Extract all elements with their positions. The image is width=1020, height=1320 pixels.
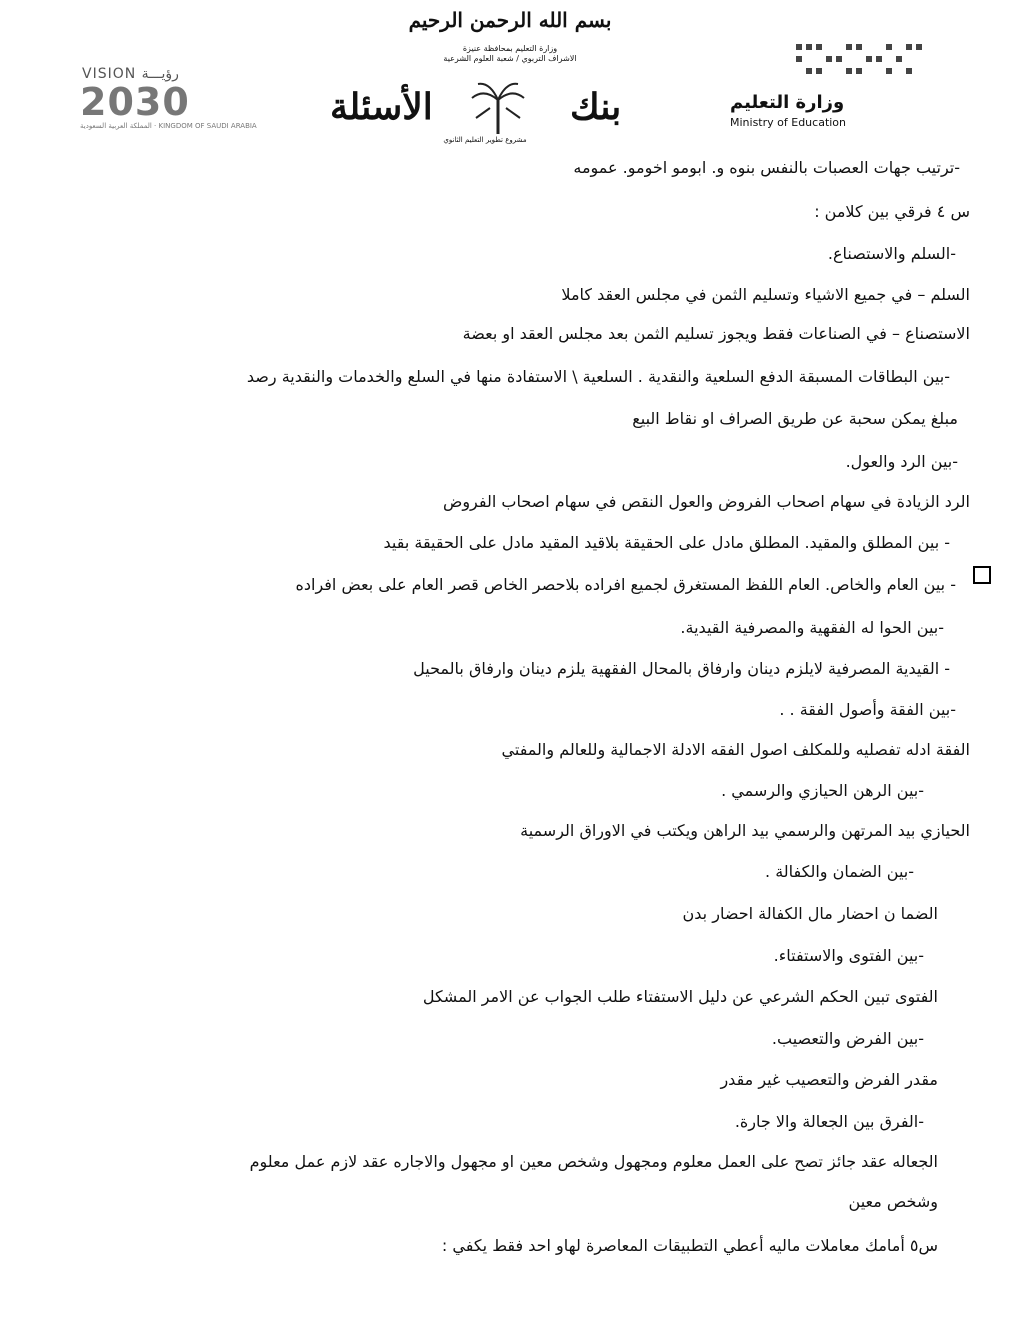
line-19: الضما ن احضار مال الكفالة احضار بدن <box>682 904 938 923</box>
checkbox[interactable] <box>973 566 991 584</box>
line-03: -السلم والاستصناع. <box>827 244 956 263</box>
line-20: -بين الفتوى والاستفتاء. <box>773 946 924 965</box>
ministry-name-english: Ministry of Education <box>730 116 847 129</box>
admin-caption <box>400 44 620 64</box>
line-07: مبلغ يمكن سحبة عن طريق الصراف او نقاط البيع <box>632 409 958 428</box>
line-15: الفقة ادله تفصليه وللمكلف اصول الفقه الادلة الاجمالية وللعالم والمفتي <box>501 740 970 759</box>
admin-line-1: وزارة التعليم بمحافظة عنيزة <box>462 44 558 53</box>
ministry-dots-logo-icon <box>794 42 924 78</box>
admin-line-2: الاشراف التربوي / شعبة العلوم الشرعية <box>443 54 577 63</box>
line-10: - بين المطلق والمقيد. المطلق مادل على الحقيقة بلاقيد المقيد مادل على الحقيقة بقيد <box>383 533 950 552</box>
vision-logo-word: VISION رؤيـــة <box>82 66 179 82</box>
project-caption: مشروع تطوير التعليم الثانوي <box>443 136 527 144</box>
line-23: مقدر الفرض والتعصيب غير مقدر <box>720 1070 938 1089</box>
line-18: -بين الضمان والكفالة . <box>765 862 914 881</box>
line-11: - بين العام والخاص. العام اللفظ المستغرق لجميع افراده بلاحصر الخاص قصر العام على بعض افراده <box>295 575 956 594</box>
line-21: الفتوى تبين الحكم الشرعي عن دليل الاستفتاء طلب الجواب عن الامر المشكل <box>422 987 938 1006</box>
asila-title-word: الأسئلة <box>330 86 433 128</box>
line-24: -الفرق بين الجعالة والا جارة. <box>734 1112 924 1131</box>
basmala: بسم الله الرحمن الرحيم <box>408 8 612 32</box>
line-09: الرد الزيادة في سهام اصحاب الفروض والعول النقص في سهام اصحاب الفروض <box>442 492 970 511</box>
line-06: -بين البطاقات المسبقة الدفع السلعية والنقدية . السلعية \ الاستفادة منها في السلع والخدمات والنقدية رصد <box>246 367 950 386</box>
line-16: -بين الرهن الحيازي والرسمي . <box>721 781 924 800</box>
line-01: -ترتيب جهات العصبات بالنفس بنوه و. ابومو اخومو. عمومه <box>573 158 960 177</box>
vision-logo-subtitle: المملكة العربية السعودية · KINGDOM OF SAUDI ARABIA <box>80 122 257 130</box>
line-26: وشخص معين <box>848 1192 938 1211</box>
line-27: س٥ أمامك معاملات ماليه أعطي التطبيقات المعاصرة لهاو احد فقط يكفي : <box>441 1236 938 1255</box>
vision-logo-year: 2030 <box>80 80 190 124</box>
line-14: -بين الفقة وأصول الفقة . . <box>779 700 956 719</box>
bank-title-word: بنك <box>570 86 622 128</box>
line-02: س ٤ فرقي بين كلامن : <box>814 202 970 221</box>
line-05: الاستصناع – في الصناعات فقط ويجوز تسليم الثمن بعد مجلس العقد او بعضة <box>462 324 970 343</box>
palm-tree-icon <box>470 78 526 136</box>
line-13: - القيدية المصرفية لايلزم دينان وارفاق بالمحال الفقهية يلزم دينان وارفاق بالمحيل <box>413 659 950 678</box>
line-25: الجعاله عقد جائز تصح على العمل معلوم ومجهول وشخص معين او مجهول والاجاره عقد لازم عمل معلوم <box>249 1152 938 1171</box>
line-04: السلم – في جميع الاشياء وتسليم الثمن في مجلس العقد كاملا <box>561 285 970 304</box>
line-22: -بين الفرض والتعصيب. <box>771 1029 924 1048</box>
ministry-name-arabic: وزارة التعليم <box>730 92 845 113</box>
line-12: -بين الحوا له الفقهية والمصرفية القيدية. <box>680 618 944 637</box>
line-08: -بين الرد والعول. <box>845 452 958 471</box>
line-17: الحيازي بيد المرتهن والرسمي بيد الراهن ويكتب في الاوراق الرسمية <box>520 821 970 840</box>
